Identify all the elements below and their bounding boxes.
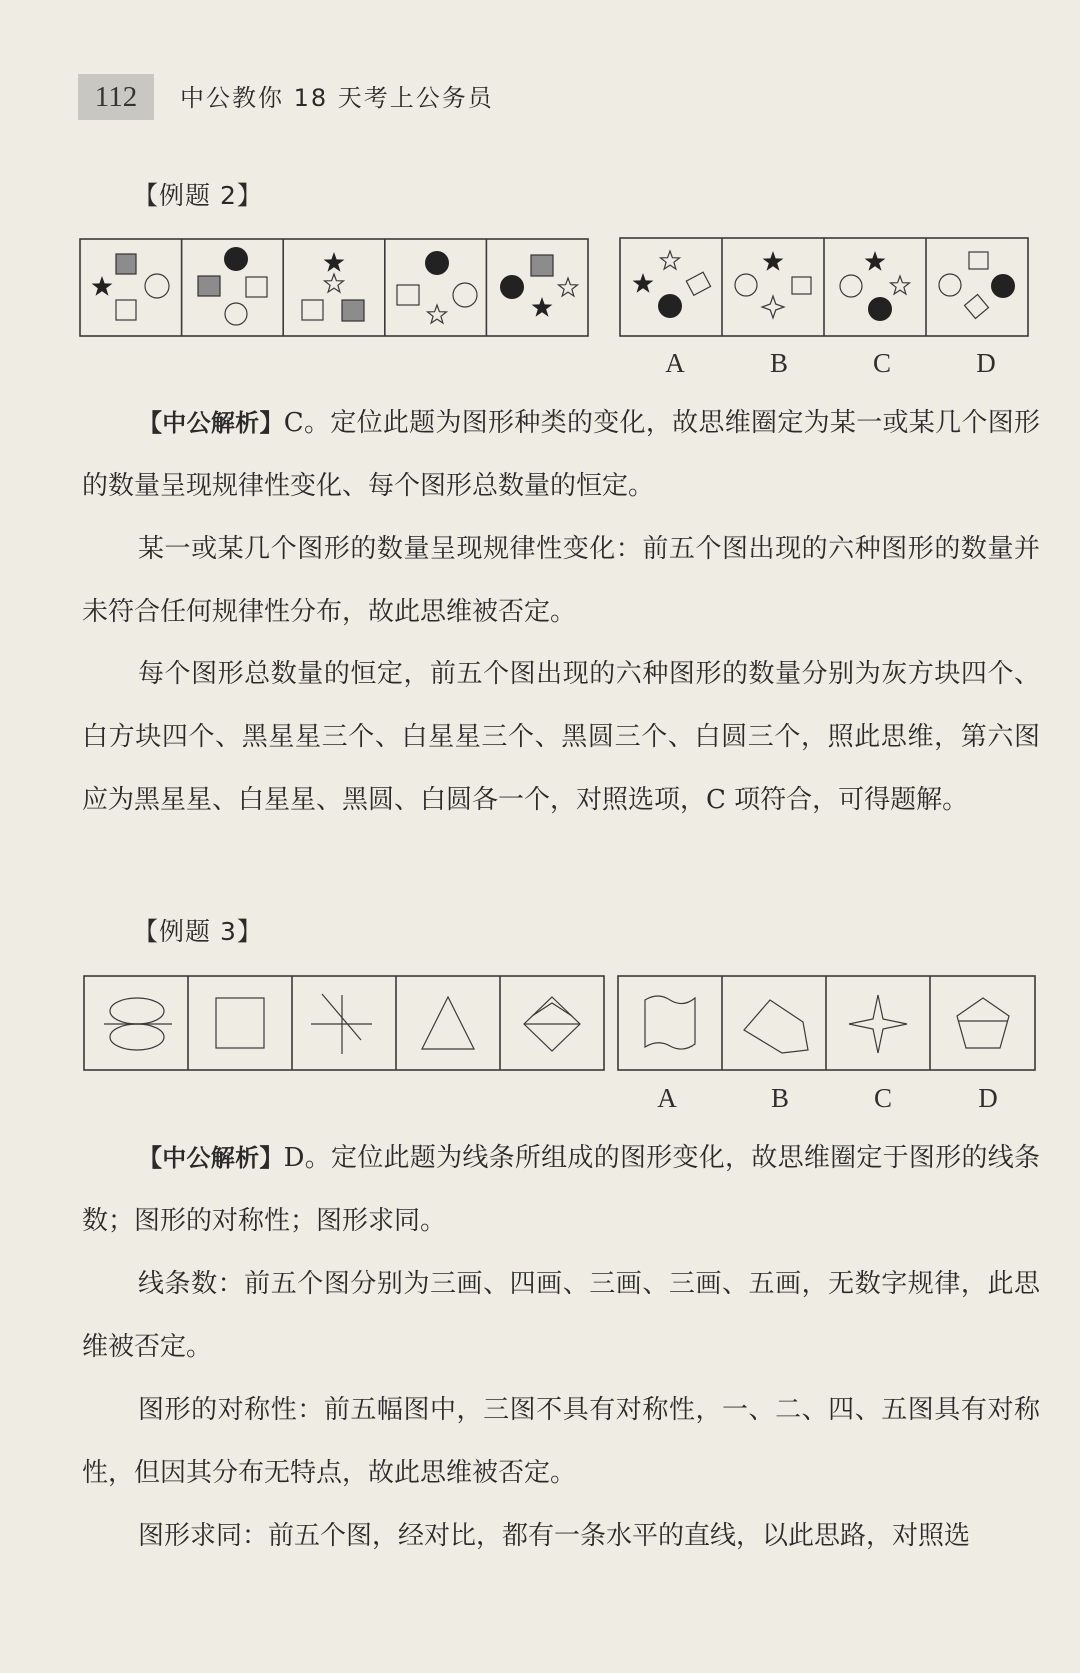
- option-label-c: C: [873, 1083, 893, 1113]
- ex3-panel-1: [104, 998, 172, 1050]
- analysis-tag: 【中公解析】: [138, 1144, 284, 1172]
- option-label-c: C: [872, 348, 892, 378]
- running-title: 中公教你 18 天考上公务员: [180, 84, 494, 112]
- example-2-analysis-paragraph-1: 【中公解析】C。定位此题为图形种类的变化，故思维圈定为某一或某几个图形的数量呈现规律性变化、每个图形总数量的恒定。: [82, 408, 1040, 501]
- ex3-option-d-figure: [957, 998, 1009, 1048]
- ex3-panel-2: [216, 998, 264, 1048]
- example-3-analysis-paragraph-1: 【中公解析】D。定位此题为线条所组成的图形变化，故思维圈定于图形的线条数；图形的对称性；图形求同。: [82, 1143, 1040, 1236]
- example-3-analysis-paragraph-2: 线条数：前五个图分别为三画、四画、三画、三画、五画，无数字规律，此思维被否定。: [82, 1269, 1040, 1362]
- ex3-panel-5: [524, 997, 580, 1051]
- option-label-d: D: [976, 348, 996, 378]
- ex3-panel-4: [422, 997, 474, 1049]
- ex3-option-b-figure: [744, 1000, 808, 1053]
- page-number: 112: [78, 74, 154, 120]
- option-label-b: B: [769, 348, 789, 378]
- option-label-d: D: [978, 1083, 998, 1113]
- example-3-options-strip: [618, 976, 1035, 1113]
- example-2-analysis-paragraph-2: 某一或某几个图形的数量呈现规律性变化：前五个图出现的六种图形的数量并未符合任何规律性分布，故此思维被否定。: [82, 534, 1040, 627]
- example-3-question-strip: [84, 976, 604, 1070]
- option-label-b: B: [770, 1083, 790, 1113]
- ex3-option-a-figure: [645, 996, 695, 1049]
- ex3-option-c-figure: [849, 995, 907, 1053]
- ex3-panel-3: [311, 994, 372, 1054]
- example-3-analysis-paragraph-3: 图形的对称性：前五幅图中，三图不具有对称性，一、二、四、五图具有对称性，但因其分布无特点，故此思维被否定。: [82, 1395, 1040, 1488]
- analysis-tag: 【中公解析】: [138, 409, 284, 437]
- option-label-a: A: [657, 1083, 677, 1113]
- option-label-a: A: [665, 348, 685, 378]
- example-3-label: 【例题 3】: [133, 917, 263, 946]
- example-2-analysis-paragraph-3: 每个图形总数量的恒定，前五个图出现的六种图形的数量分别为灰方块四个、白方块四个、黑星星三个、白星星三个、黑圆三个、白圆三个，照此思维，第六图应为黑星星、白星星、黑圆、白圆各一个，对照选项，C 项符合，可得题解。: [82, 659, 1040, 815]
- example-2-label: 【例题 2】: [133, 181, 263, 210]
- example-3-analysis-paragraph-4: 图形求同：前五个图，经对比，都有一条水平的直线，以此思路，对照选: [138, 1521, 971, 1551]
